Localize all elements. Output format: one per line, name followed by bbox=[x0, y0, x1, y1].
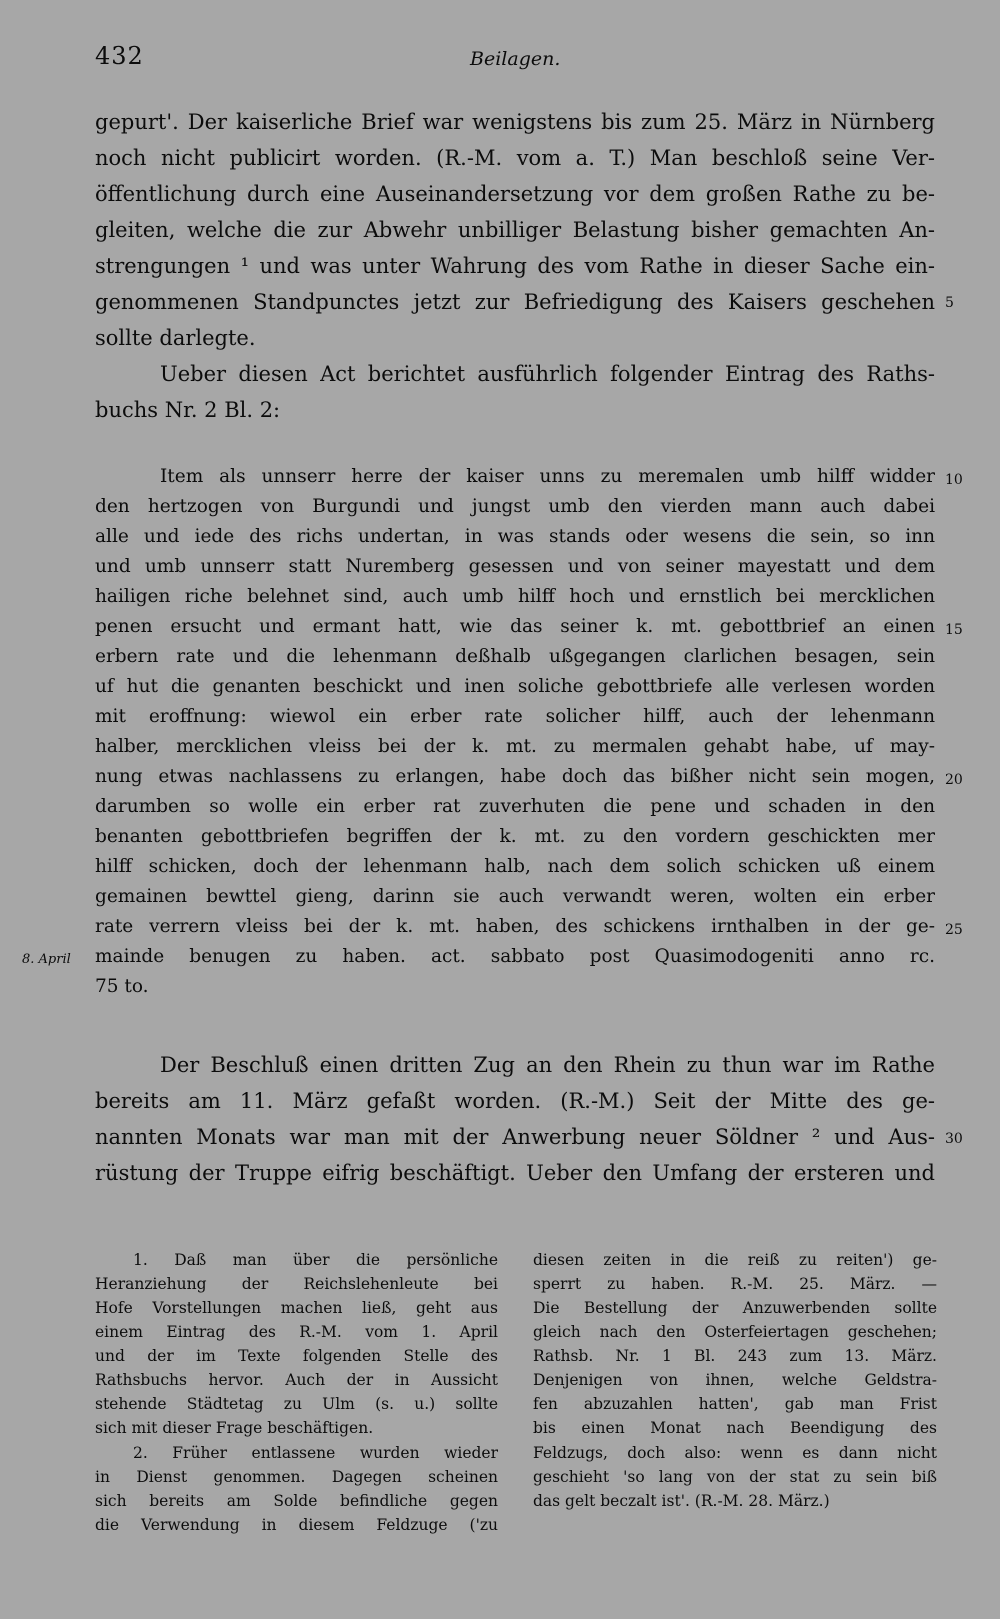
body-line: sollte darlegte. bbox=[95, 326, 256, 350]
running-title: Beilagen. bbox=[470, 48, 561, 70]
footnote-line: in Dienst genommen. Dagegen scheinen bbox=[95, 1468, 498, 1486]
footnote-line: Hofe Vorstellungen machen ließ, geht aus bbox=[95, 1299, 498, 1317]
quote-line: alle und iede des richs undertan, in was stands oder wesens die sein, so inn bbox=[95, 526, 935, 547]
footnote-line: geschieht 'so lang von der stat zu sein biß bbox=[533, 1468, 937, 1486]
footnote-line: Heranziehung der Reichslehenleute bei bbox=[95, 1275, 498, 1293]
quote-line: erbern rate und die lehenmann deßhalb ußgegangen clarlichen besagen, sein bbox=[95, 646, 935, 667]
quote-line: nung etwas nachlassens zu erlangen, habe doch das bißher nicht sein mogen, bbox=[95, 766, 935, 787]
footnote-line: das gelt beczalt ist'. (R.-M. 28. März.) bbox=[533, 1492, 830, 1510]
footnote-line: sich mit dieser Frage beschäftigen. bbox=[95, 1419, 374, 1437]
footnote-line: gleich nach den Osterfeiertagen geschehen; bbox=[533, 1323, 937, 1341]
line-number: 10 bbox=[945, 472, 963, 488]
line-number: 15 bbox=[945, 622, 963, 638]
quote-line: den hertzogen von Burgundi und jungst umb den vierden mann auch dabei bbox=[95, 496, 935, 517]
footnote-line: Feldzugs, doch also: wenn es dann nicht bbox=[533, 1444, 937, 1462]
quote-line: hailigen riche belehnet sind, auch umb hilff hoch und ernstlich bei mercklichen bbox=[95, 586, 935, 607]
quote-line: benanten gebottbriefen begriffen der k. mt. zu den vordern geschickten mer bbox=[95, 826, 935, 847]
quote-line: und umb unnserr statt Nuremberg gesessen und von seiner mayestatt und dem bbox=[95, 556, 935, 577]
quote-line: rate verrern vleiss bei der k. mt. haben, des schickens irnthalben in der ge- bbox=[95, 916, 935, 937]
quote-line: hilff schicken, doch der lehenmann halb, nach dem solich schicken uß einem bbox=[95, 856, 935, 877]
quote-line: gemainen bewttel gieng, darinn sie auch verwandt weren, wolten ein erber bbox=[95, 886, 935, 907]
line-number: 20 bbox=[945, 772, 963, 788]
body-line: noch nicht publicirt worden. (R.-M. vom a. T.) Man beschloß seine Ver- bbox=[95, 146, 935, 170]
footnote-line: diesen zeiten in die reiß zu reiten') ge- bbox=[533, 1251, 937, 1269]
footnote-line: bis einen Monat nach Beendigung des bbox=[533, 1419, 937, 1437]
body-line: genommenen Standpunctes jetzt zur Befriedigung des Kaisers geschehen bbox=[95, 290, 935, 314]
footnote-line: einem Eintrag des R.-M. vom 1. April bbox=[95, 1323, 498, 1341]
quote-line: 75 to. bbox=[95, 976, 149, 997]
margin-date: 8. April bbox=[22, 952, 71, 967]
page-number: 432 bbox=[95, 42, 144, 70]
quote-line: penen ersucht und ermant hatt, wie das seiner k. mt. gebottbrief an einen bbox=[95, 616, 935, 637]
line-number: 30 bbox=[945, 1131, 963, 1147]
footnote-line: 2. Früher entlassene wurden wieder bbox=[133, 1444, 498, 1462]
footnote-line: Die Bestellung der Anzuwerbenden sollte bbox=[533, 1299, 937, 1317]
body-line: gepurt'. Der kaiserliche Brief war wenigstens bis zum 25. März in Nürnberg bbox=[95, 110, 935, 134]
quote-line: uf hut die genanten beschickt und inen soliche gebottbriefe alle verlesen worden bbox=[95, 676, 935, 697]
quote-line: darumben so wolle ein erber rat zuverhuten die pene und schaden in den bbox=[95, 796, 935, 817]
line-number: 25 bbox=[945, 922, 963, 938]
footnote-line: die Verwendung in diesem Feldzuge ('zu bbox=[95, 1516, 498, 1534]
quote-line: halber, mercklichen vleiss bei der k. mt. zu mermalen gehabt habe, uf may- bbox=[95, 736, 935, 757]
page-header bbox=[95, 42, 935, 82]
body-line: öffentlichung durch eine Auseinandersetzung vor dem großen Rathe zu be- bbox=[95, 182, 935, 206]
footnote-line: Rathsb. Nr. 1 Bl. 243 zum 13. März. bbox=[533, 1347, 937, 1365]
quote-line: mit eroffnung: wiewol ein erber rate solicher hilff, auch der lehenmann bbox=[95, 706, 935, 727]
footnote-line: und der im Texte folgenden Stelle des bbox=[95, 1347, 498, 1365]
footnote-line: Denjenigen von ihnen, welche Geldstra- bbox=[533, 1371, 937, 1389]
body-line: gleiten, welche die zur Abwehr unbilliger Belastung bisher gemachten An- bbox=[95, 218, 935, 242]
body-line: strengungen ¹ und was unter Wahrung des vom Rathe in dieser Sache ein- bbox=[95, 254, 935, 278]
footnote-line: fen abzuzahlen hatten', gab man Frist bbox=[533, 1395, 937, 1413]
line-number: 5 bbox=[945, 295, 954, 311]
body-line: Der Beschluß einen dritten Zug an den Rhein zu thun war im Rathe bbox=[160, 1053, 935, 1077]
body-line: buchs Nr. 2 Bl. 2: bbox=[95, 398, 281, 422]
footnote-line: stehende Städtetag zu Ulm (s. u.) sollte bbox=[95, 1395, 498, 1413]
quote-line: mainde benugen zu haben. act. sabbato post Quasimodogeniti anno rc. bbox=[95, 946, 935, 967]
body-line: Ueber diesen Act berichtet ausführlich folgender Eintrag des Raths- bbox=[160, 362, 935, 386]
body-line: nannten Monats war man mit der Anwerbung neuer Söldner ² und Aus- bbox=[95, 1125, 935, 1149]
footnote-line: sich bereits am Solde befindliche gegen bbox=[95, 1492, 498, 1510]
footnote-line: Rathsbuchs hervor. Auch der in Aussicht bbox=[95, 1371, 498, 1389]
body-line: rüstung der Truppe eifrig beschäftigt. Ueber den Umfang der ersteren und bbox=[95, 1161, 935, 1185]
footnote-line: 1. Daß man über die persönliche bbox=[133, 1251, 498, 1269]
quote-line: Item als unnserr herre der kaiser unns zu meremalen umb hilff widder bbox=[160, 466, 935, 487]
body-line: bereits am 11. März gefaßt worden. (R.-M.) Seit der Mitte des ge- bbox=[95, 1089, 935, 1113]
footnote-line: sperrt zu haben. R.-M. 25. März. — bbox=[533, 1275, 937, 1293]
